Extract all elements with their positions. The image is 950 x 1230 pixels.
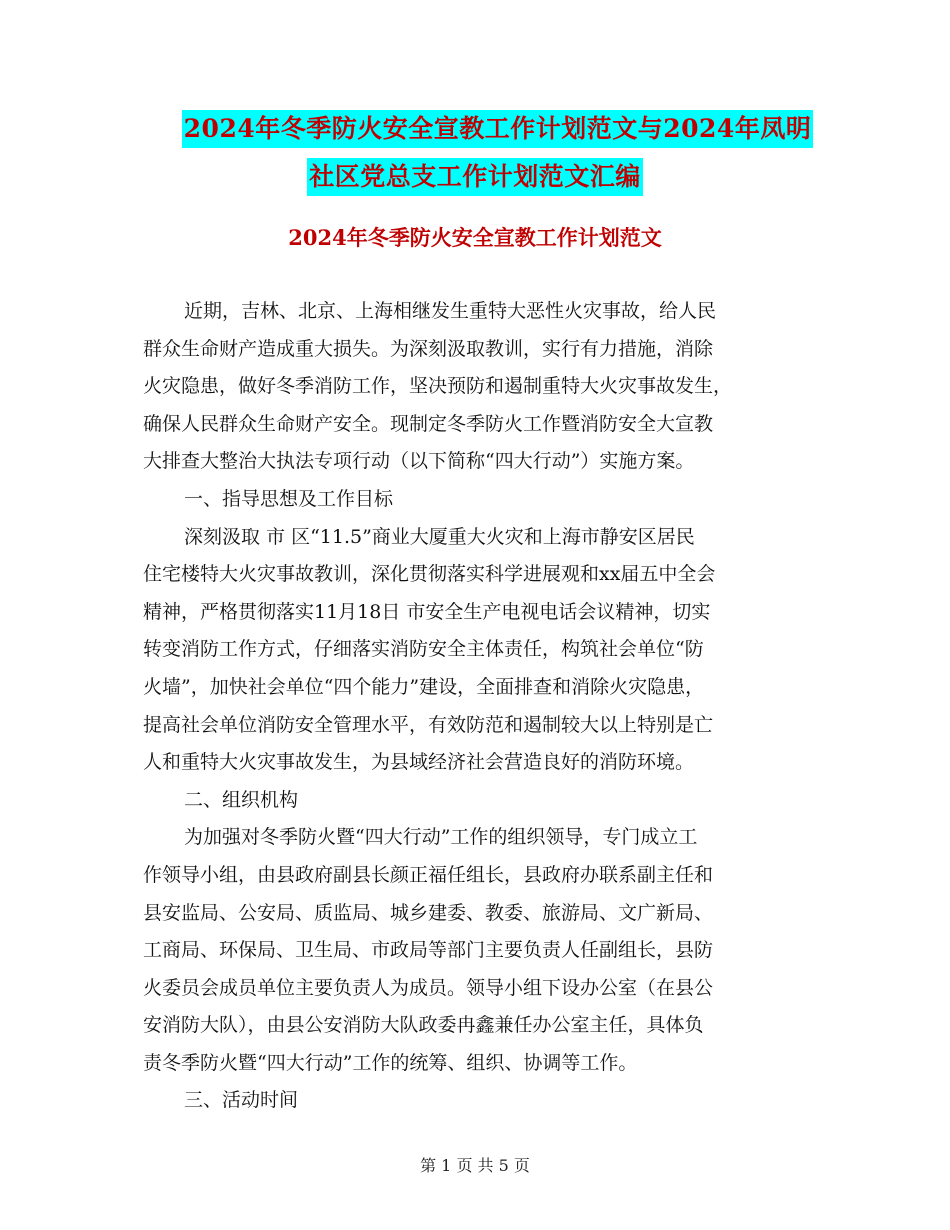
paragraph-line: 作领导小组，由县政府副县长颜正福任组长，县政府办联系副主任和	[143, 863, 714, 886]
title-line-2: 社区党总支工作计划范文汇编	[307, 158, 643, 196]
paragraph-line: 工商局、环保局、卫生局、市政局等部门主要负责人任副组长，县防	[143, 939, 714, 962]
paragraph-line: 人和重特大火灾事故发生，为县域经济社会营造良好的消防环境。	[143, 751, 695, 774]
paragraph-line: 县安监局、公安局、质监局、城乡建委、教委、旅游局、文广新局、	[143, 901, 714, 924]
section-heading-2: 二、组织机构	[184, 788, 299, 811]
paragraph-line: 群众生命财产造成重大损失。为深刻汲取教训，实行有力措施，消除	[143, 337, 714, 360]
paragraph-line: 近期，吉林、北京、上海相继发生重特大恶性火灾事故，给人民	[184, 300, 717, 322]
section-heading: 2024年冬季防火安全宣教工作计划范文	[288, 225, 662, 250]
page-footer: 第 1 页 共 5 页	[420, 1156, 530, 1175]
paragraph-line: 精神，严格贯彻落实11月18日 市安全生产电视电话会议精神，切实	[143, 600, 711, 623]
document-title	[0, 110, 950, 206]
body-text	[143, 293, 813, 1120]
paragraph-line: 确保人民群众生命财产安全。现制定冬季防火工作暨消防安全大宣教	[143, 412, 714, 435]
title-line-1: 2024年冬季防火安全宣教工作计划范文与2024年凤明	[182, 110, 814, 148]
paragraph-line: 提高社会单位消防安全管理水平，有效防范和遏制较大以上特别是亡	[143, 713, 714, 736]
paragraph-line: 深刻汲取 市 区“11.5”商业大厦重大火灾和上海市静安区居民	[184, 525, 695, 548]
paragraph-line: 火灾隐患，做好冬季消防工作，坚决预防和遏制重特大火灾事故发生，	[143, 375, 733, 398]
paragraph-line: 责冬季防火暨“四大行动”工作的统筹、组织、协调等工作。	[143, 1051, 638, 1074]
paragraph-line: 火委员会成员单位主要负责人为成员。领导小组下设办公室（在县公	[143, 976, 714, 999]
paragraph-line: 大排查大整治大执法专项行动（以下简称“四大行动”）实施方案。	[143, 450, 695, 473]
paragraph-line: 火墙”，加快社会单位“四个能力”建设，全面排查和消除火灾隐患，	[143, 675, 705, 698]
paragraph-line: 为加强对冬季防火暨“四大行动”工作的组织领导，专门成立工	[184, 826, 698, 849]
paragraph-line: 安消防大队），由县公安消防大队政委冉鑫兼任办公室主任，具体负	[143, 1014, 704, 1037]
paragraph-line: 住宅楼特大火灾事故教训，深化贯彻落实科学进展观和xx届五中全会	[143, 563, 716, 586]
paragraph-line: 转变消防工作方式，仔细落实消防安全主体责任，构筑社会单位“防	[143, 638, 704, 661]
section-heading-3: 三、活动时间	[184, 1089, 299, 1112]
section-heading-1: 一、指导思想及工作目标	[184, 487, 394, 510]
